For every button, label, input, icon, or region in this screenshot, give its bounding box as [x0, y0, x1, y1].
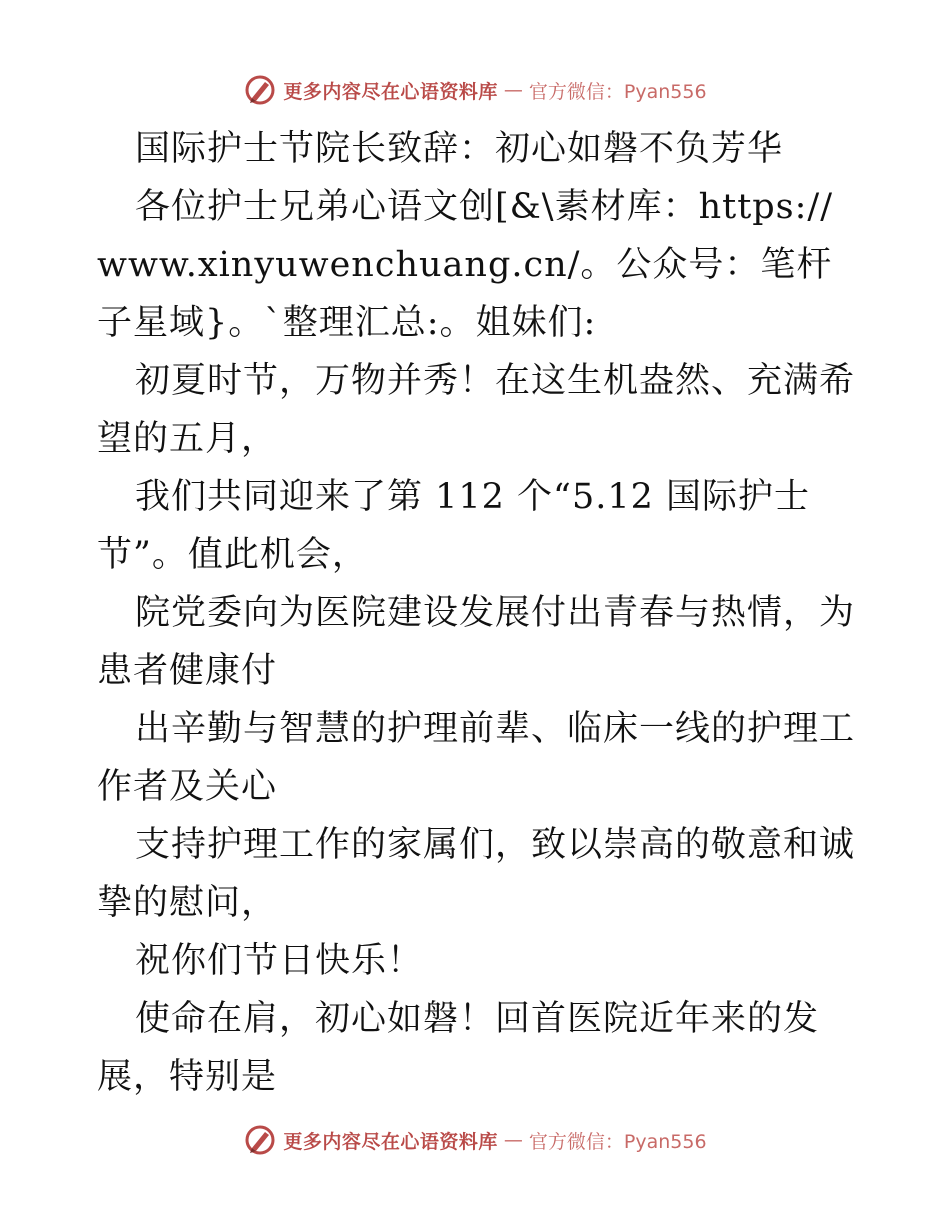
header-separator: —	[503, 79, 523, 101]
document-body	[97, 120, 857, 1106]
header-contact-text: 官方微信：Pyan556	[528, 80, 707, 103]
pen-logo-icon	[243, 73, 277, 107]
header-brand-text: 更多内容尽在心语资料库	[283, 80, 498, 103]
footer-banner	[0, 1120, 950, 1160]
footer-separator: —	[503, 1129, 523, 1151]
paragraph-1: 各位护士兄弟心语文创[&\素材库：https://www.xinyuwenchuang.cn/。公众号：笔杆子星域}。`整理汇总:。姐妹们:	[97, 187, 834, 343]
document-title: 国际护士节院长致辞：初心如磐不负芳华	[135, 129, 784, 169]
footer-brand-text: 更多内容尽在心语资料库	[283, 1130, 498, 1153]
paragraph-7: 祝你们节日快乐！	[135, 941, 424, 981]
paragraph-5: 出辛勤与智慧的护理前辈、临床一线的护理工作者及关心	[97, 709, 856, 807]
paragraph-2: 初夏时节，万物并秀！在这生机盎然、充满希望的五月，	[97, 361, 856, 459]
footer-contact-text: 官方微信：Pyan556	[528, 1130, 707, 1153]
paragraph-3: 我们共同迎来了第 112 个“5.12 国际护士节”。值此机会，	[97, 477, 811, 575]
header-banner	[0, 70, 950, 110]
paragraph-6: 支持护理工作的家属们，致以崇高的敬意和诚挚的慰问，	[97, 825, 856, 923]
pen-logo-icon	[243, 1123, 277, 1157]
paragraph-4: 院党委向为医院建设发展付出青春与热情，为患者健康付	[97, 593, 856, 691]
paragraph-8: 使命在肩，初心如磐！回首医院近年来的发展，特别是	[97, 999, 820, 1097]
